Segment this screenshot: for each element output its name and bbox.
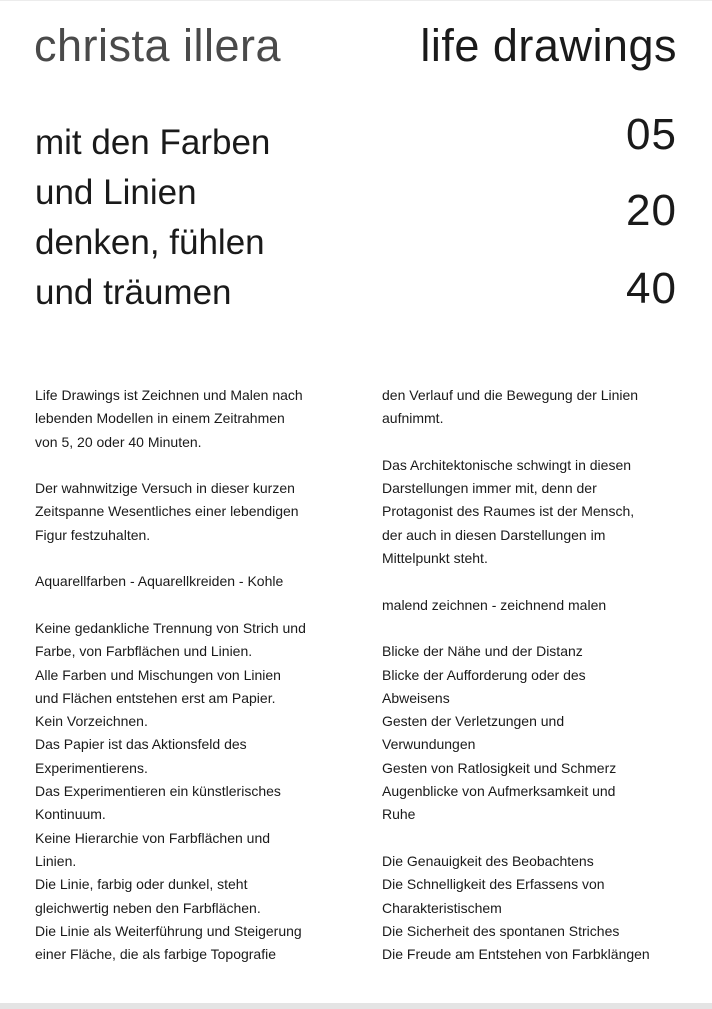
text-line: und Flächen entstehen erst am Papier. [35,689,276,706]
text-line: Die Schnelligkeit des Erfassens von [382,876,605,893]
text-line: Das Experimentieren ein künstlerisches [35,783,281,800]
text-line [35,454,306,477]
text-line: Keine gedankliche Trennung von Strich und [35,619,306,636]
text-line [35,547,306,570]
text-line: Zeitspanne Wesentliches einer lebendigen [35,503,299,520]
subtitle [35,118,270,318]
text-line: Das Architektonische schwingt in diesen [382,456,632,473]
page-title: life drawings [420,20,677,71]
text-line: Abweisens [382,689,450,706]
author-name: christa illera [34,20,282,71]
text-line: der auch in diesen Darstellungen im [382,526,606,543]
text-line: malend zeichnen - zeichnend malen [382,596,607,613]
subtitle-line: und träumen [35,273,232,312]
duration-40: 40 [626,264,677,313]
text-line [382,570,650,593]
duration-20: 20 [626,186,677,235]
text-line [35,594,306,617]
text-line: Keine Hierarchie von Farbflächen und [35,829,271,846]
top-divider [0,0,712,1]
text-line [382,617,650,640]
text-line: Blicke der Nähe und der Distanz [382,643,583,660]
right-text-column [382,384,650,966]
text-line: Kein Vorzeichnen. [35,713,148,730]
left-text-column [35,384,306,966]
text-line: den Verlauf und die Bewegung der Linien [382,387,639,403]
text-line: Linien. [35,852,77,869]
text-line: Die Genauigkeit des Beobachtens [382,852,594,869]
text-line: Kontinuum. [35,806,106,823]
text-line: Gesten von Ratlosigkeit und Schmerz [382,759,617,776]
text-line: Die Freude am Entstehen von Farbklängen [382,946,650,963]
bottom-divider [0,1003,712,1009]
text-line: Blicke der Aufforderung oder des [382,666,586,683]
text-line: Aquarellfarben - Aquarellkreiden - Kohle [35,573,284,590]
text-line: Die Linie als Weiterführung und Steigerung [35,922,302,939]
text-line: von 5, 20 oder 40 Minuten. [35,433,202,450]
text-line: Der wahnwitzige Versuch in dieser kurzen [35,480,295,497]
text-line: Darstellungen immer mit, denn der [382,480,597,497]
text-line: Die Linie, farbig oder dunkel, steht [35,876,248,893]
text-line: gleichwertig neben den Farbflächen. [35,899,261,916]
text-line: Verwundungen [382,736,476,753]
text-line: Experimentierens. [35,759,148,776]
text-line: Figur festzuhalten. [35,526,151,543]
text-line: Protagonist des Raumes ist der Mensch, [382,503,635,520]
text-line: Die Sicherheit des spontanen Striches [382,922,620,939]
text-line: Charakteristischem [382,899,502,916]
text-line: Ruhe [382,806,416,823]
text-line: Das Papier ist das Aktionsfeld des [35,736,247,753]
subtitle-line: denken, fühlen [35,223,265,262]
text-line [382,827,650,850]
text-line: aufnimmt. [382,410,444,427]
text-line: Farbe, von Farbflächen und Linien. [35,643,253,660]
text-line: Gesten der Verletzungen und [382,713,565,730]
text-line: Alle Farben und Mischungen von Linien [35,666,281,683]
subtitle-line: mit den Farben [35,123,271,162]
text-line: Mittelpunkt steht. [382,550,488,567]
subtitle-line: und Linien [35,173,197,212]
text-line: lebenden Modellen in einem Zeitrahmen [35,410,285,427]
text-line: einer Fläche, die als farbige Topografie [35,946,277,963]
text-line [382,431,650,454]
duration-5: 05 [626,110,677,159]
text-line: Life Drawings ist Zeichnen und Malen nach [35,387,303,403]
text-line: Augenblicke von Aufmerksamkeit und [382,783,616,800]
